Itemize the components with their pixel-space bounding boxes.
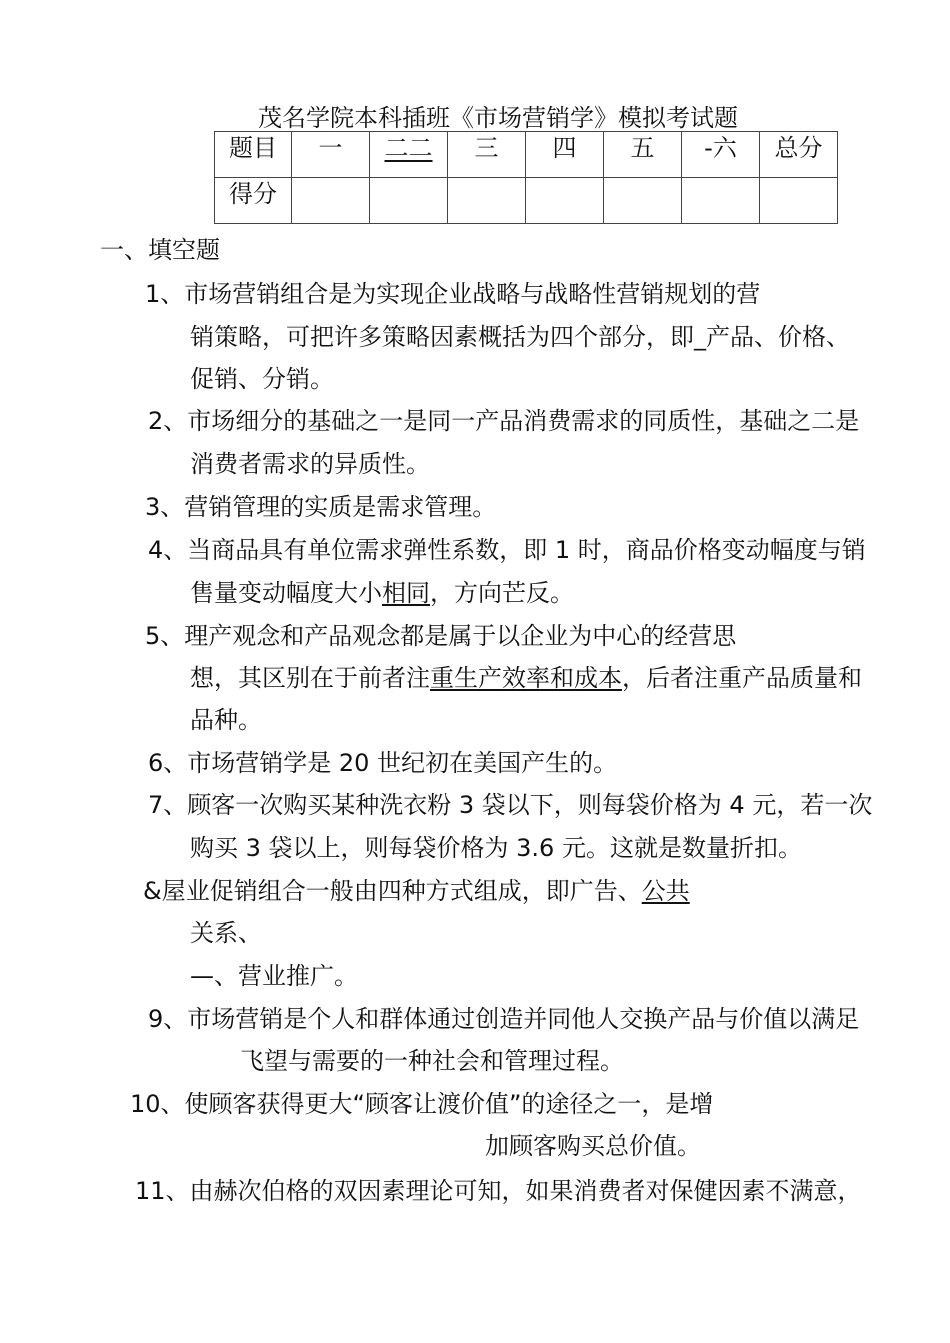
question-5-line-2: [190, 663, 862, 693]
score-cell: [370, 178, 448, 224]
score-cell: [682, 178, 760, 224]
question-5-line-3: 品种。: [190, 706, 262, 734]
question-9-line-1: 9、市场营销是个人和群体通过创造并同他人交换产品与价值以满足: [148, 1005, 860, 1033]
question-8-line-3: —、营业推广。: [190, 962, 358, 990]
score-cell: [292, 178, 370, 224]
question-4-text: 售量变动幅度大小: [190, 579, 382, 607]
question-1-line-1: 1、市场营销组合是为实现企业战略与战略性营销规划的营: [145, 280, 761, 308]
question-5-answer: 重生产效率和成本: [430, 664, 622, 692]
score-cell: [526, 178, 604, 224]
question-9-line-2: 飞望与需要的一种社会和管理过程。: [240, 1047, 624, 1075]
question-8-answer: 公共: [641, 877, 690, 905]
question-8-line-2: 关系、: [190, 919, 262, 947]
score-table-header-row: [215, 132, 838, 178]
question-3-line-1: 3、营销管理的实质是需求管理。: [145, 493, 497, 521]
question-8-line-1: [143, 876, 690, 906]
question-11-line-1: 11、由赫次伯格的双因素理论可知，如果消费者对保健因素不满意，: [135, 1177, 862, 1205]
question-1-line-2: 销策略，可把许多策略因素概括为四个部分，即_产品、价格、: [190, 323, 850, 351]
score-cell: [760, 178, 838, 224]
section-heading: 一、填空题: [100, 236, 220, 264]
score-cell: [448, 178, 526, 224]
score-table-col: 四: [526, 132, 604, 178]
score-table-col: -六: [682, 132, 760, 178]
score-cell: [604, 178, 682, 224]
score-table-col: 一: [292, 132, 370, 178]
score-table-col: [370, 132, 448, 178]
score-table-col-label: 二二: [384, 134, 433, 162]
question-2-line-1: 2、市场细分的基础之一是同一产品消费需求的同质性，基础之二是: [148, 407, 860, 435]
question-5-text: 想，其区别在于前者注: [190, 664, 430, 692]
question-4-line-1: 4、当商品具有单位需求弹性系数，即 1 时，商品价格变动幅度与销: [148, 536, 866, 564]
score-table-col: 五: [604, 132, 682, 178]
question-5-text: ，后者注重产品质量和: [622, 664, 862, 692]
question-4-line-2: [190, 578, 574, 608]
question-4-text: ，方向芒反。: [430, 579, 574, 607]
question-4-answer: 相同: [382, 579, 430, 607]
score-table: [214, 131, 838, 224]
score-table-col: 总分: [760, 132, 838, 178]
question-5-line-1: 5、理产观念和产品观念都是属于以企业为中心的经营思: [145, 622, 737, 650]
question-8-text: &屋业促销组合一般由四种方式组成，即广告、: [143, 877, 642, 905]
question-6-line-1: 6、市场营销学是 20 世纪初在美国产生的。: [148, 749, 618, 777]
score-table-col: 三: [448, 132, 526, 178]
question-10-line-2: 加顾客购买总价值。: [485, 1132, 701, 1160]
question-7-line-1: 7、顾客一次购买某种洗衣粉 3 袋以下，则每袋价格为 4 元，若一次: [148, 791, 873, 819]
question-1-line-3: 促销、分销。: [190, 365, 334, 393]
question-7-line-2: 购买 3 袋以上，则每袋价格为 3.6 元。这就是数量折扣。: [190, 834, 802, 862]
score-table-row-header: 得分: [215, 178, 292, 224]
question-10-line-1: 10、使顾客获得更大“顾客让渡价值”的途径之一，是增: [130, 1090, 714, 1118]
score-table-row-header: 题目: [215, 132, 292, 178]
page-title: 茂名学院本科插班《市场营销学》模拟考试题: [258, 104, 738, 132]
question-2-line-2: 消费者需求的异质性。: [190, 450, 430, 478]
score-table-score-row: [215, 178, 838, 224]
